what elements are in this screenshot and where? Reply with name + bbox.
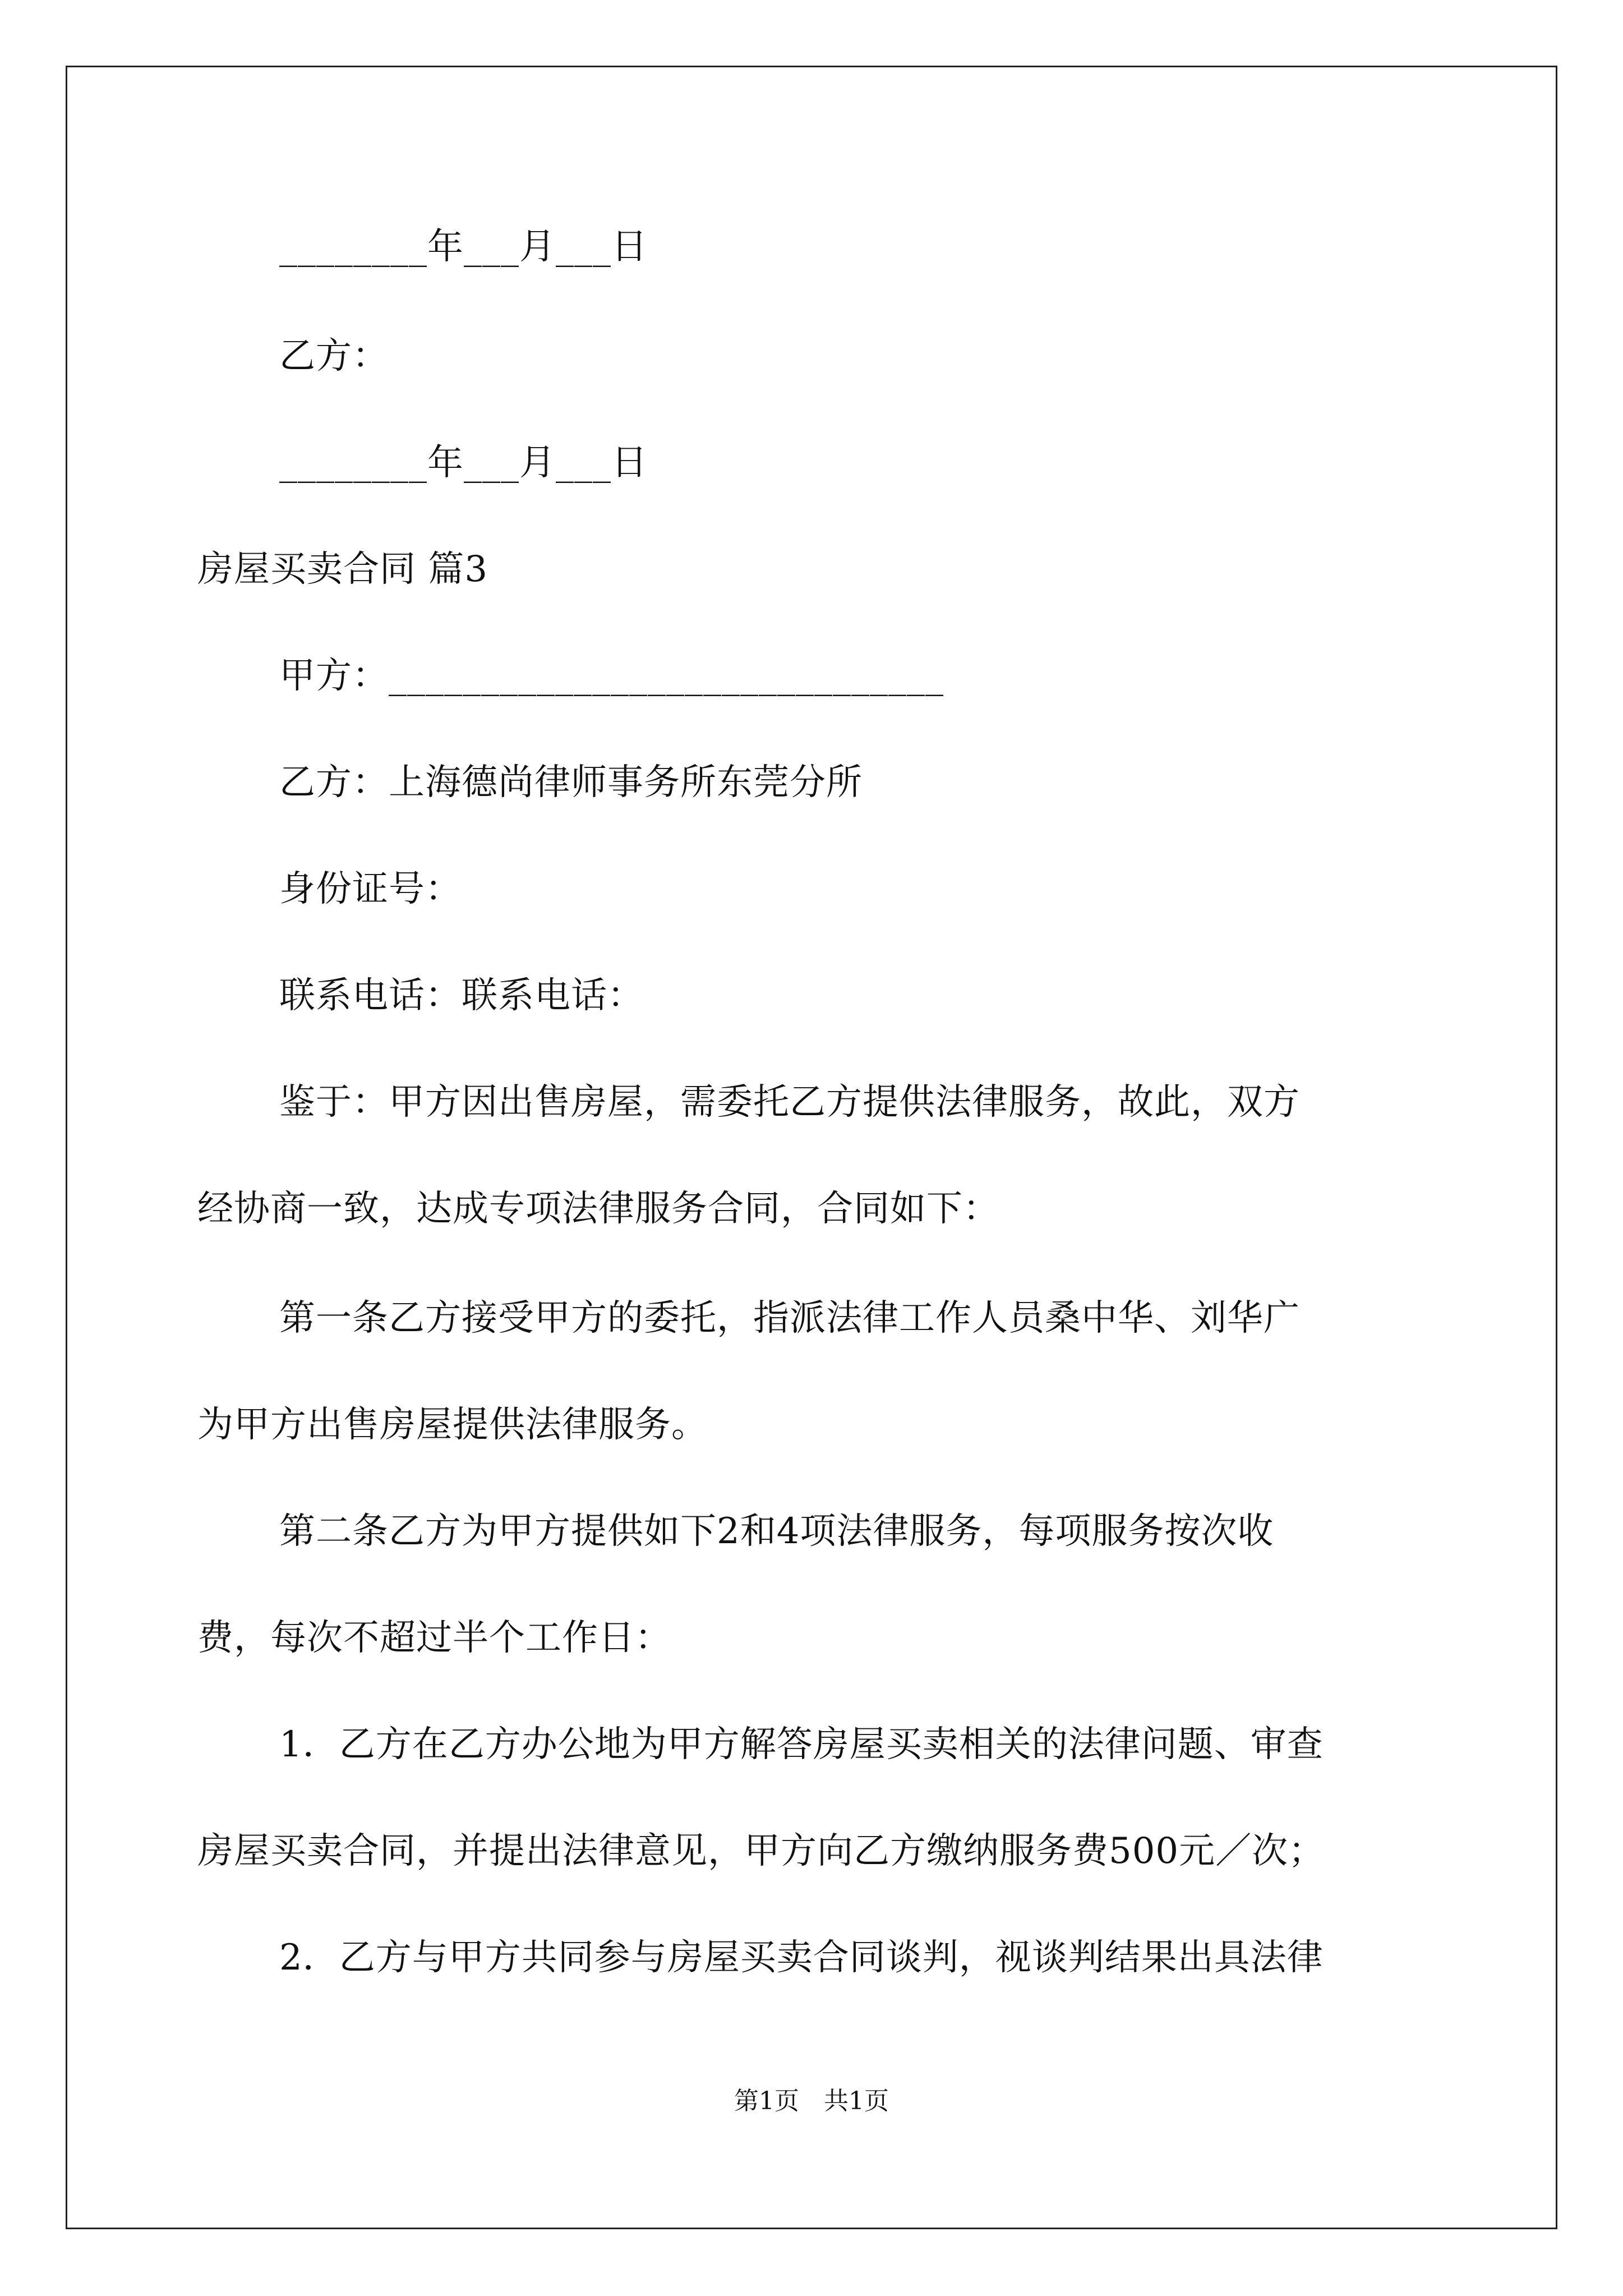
item-1-line-1: 1．乙方在乙方办公地为甲方解答房屋买卖相关的法律问题、审查 [279,1724,1324,1765]
date-line-1: ________年___月___日 [279,226,648,268]
item-2-line-1: 2．乙方与甲方共同参与房屋买卖合同谈判，视谈判结果出具法律 [279,1937,1324,1978]
item-1-line-2: 房屋买卖合同，并提出法律意见，甲方向乙方缴纳服务费500元／次； [197,1830,1325,1872]
section-heading: 房屋买卖合同 篇3 [197,549,488,590]
phone-line: 联系电话：联系电话： [279,975,644,1016]
id-number-line: 身份证号： [279,868,462,910]
party-b-label: 乙方： [279,335,389,377]
paragraph-whereas-2: 经协商一致，达成专项法律服务合同，合同如下： [197,1188,999,1230]
page-footer: 第1页 共1页 [734,2087,889,2115]
article-1-line-2: 为甲方出售房屋提供法律服务。 [197,1404,708,1446]
party-a-line: 甲方：______________________________ [279,655,944,697]
paragraph-whereas-1: 鉴于：甲方因出售房屋，需委托乙方提供法律服务，故此，双方 [279,1082,1300,1123]
page-frame [66,66,1557,2229]
date-line-2: ________年___月___日 [279,442,648,484]
article-1-line-1: 第一条乙方接受甲方的委托，指派法律工作人员桑中华、刘华广 [279,1297,1300,1339]
article-2-line-2: 费，每次不超过半个工作日： [197,1617,671,1659]
party-b-line: 乙方：上海德尚律师事务所东莞分所 [279,762,863,803]
article-2-line-1: 第二条乙方为甲方提供如下2和4项法律服务，每项服务按次收 [279,1511,1274,1552]
